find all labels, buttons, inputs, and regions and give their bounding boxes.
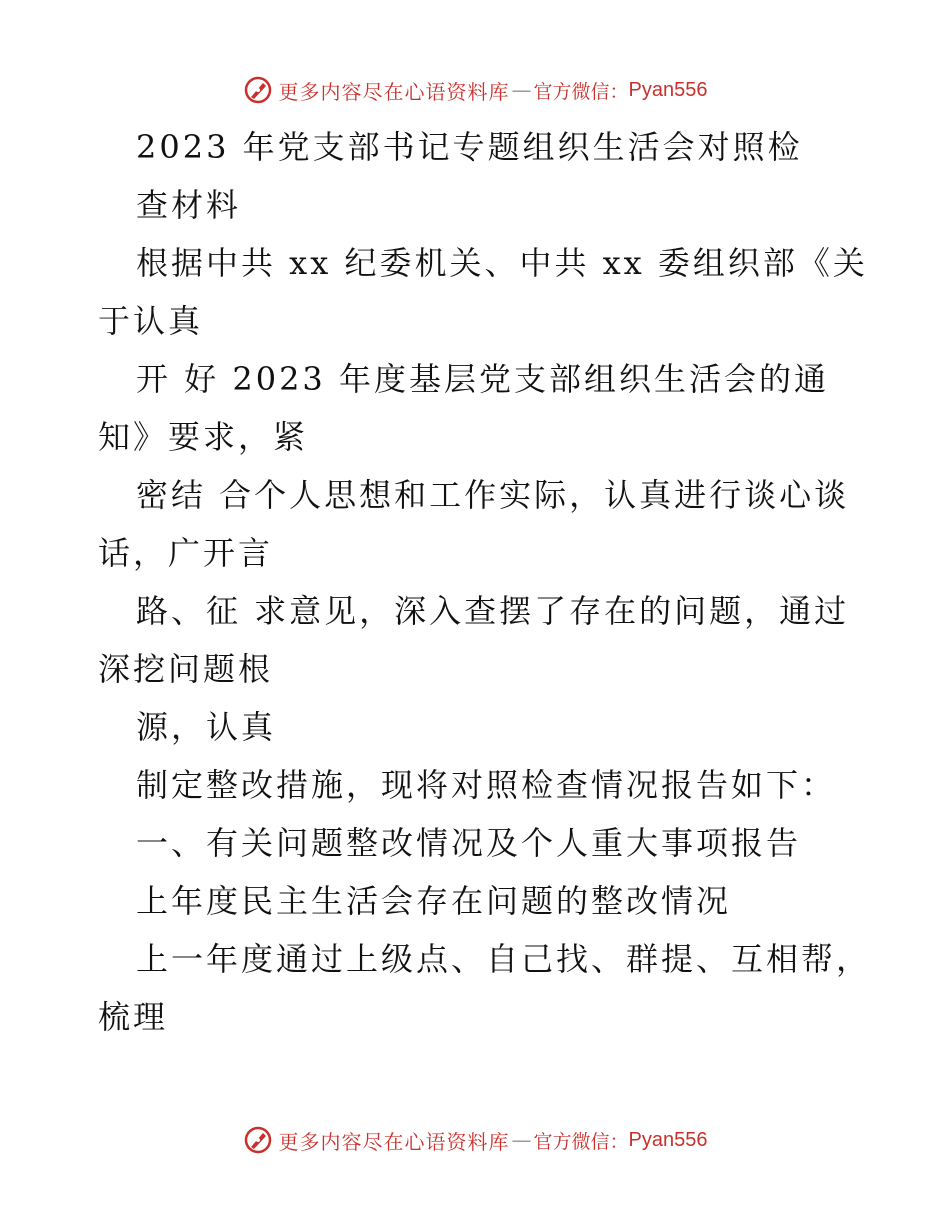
document-paragraph — [98, 930, 872, 1046]
document-paragraph — [98, 466, 858, 582]
paragraph-line: 2023 年党支部书记专题组织生活会对照检 — [136, 128, 803, 166]
paragraph-line: 查材料 — [136, 186, 242, 224]
paragraph-line: 密结 合个人思想和工作实际，认真进行谈心谈 — [136, 476, 850, 514]
paragraph-line: 源，认真 — [136, 708, 277, 746]
watermark-site-name: 更多内容尽在心语资料库 — [278, 1129, 510, 1154]
header-watermark — [0, 70, 950, 110]
document-paragraph — [98, 350, 858, 466]
watermark-wechat-id: Pyan556 — [628, 1128, 708, 1151]
document-body — [98, 118, 872, 1046]
paragraph-line: 路、征 求意见，深入查摆了存在的问题，通过 — [136, 592, 850, 630]
document-paragraph — [98, 872, 858, 930]
document-paragraph — [98, 756, 858, 814]
paragraph-continuation-line: 知》要求，紧 — [98, 418, 309, 456]
paragraph-line: 开 好 2023 年度基层党支部组织生活会的通 — [136, 360, 829, 398]
watermark-separator: — — [511, 1128, 532, 1152]
document-paragraph — [98, 698, 858, 756]
document-paragraph — [98, 234, 868, 350]
paragraph-continuation-line: 梳理 — [98, 998, 169, 1036]
paragraph-line: 上一年度通过上级点、自己找、群提、互相帮， — [136, 940, 872, 978]
paragraph-continuation-line: 深挖问题根 — [98, 650, 274, 688]
paragraph-line: 一、有关问题整改情况及个人重大事项报告 — [136, 824, 802, 862]
watermark-wechat-label: 官方微信： — [533, 1130, 629, 1153]
paragraph-continuation-line: 于认真 — [98, 302, 204, 340]
pen-logo-icon — [243, 75, 273, 105]
paragraph-line: 制定整改措施，现将对照检查情况报告如下： — [136, 766, 837, 804]
paragraph-line: 上年度民主生活会存在问题的整改情况 — [136, 882, 732, 920]
watermark-wechat-id: Pyan556 — [628, 78, 708, 101]
document-paragraph — [98, 118, 858, 176]
pen-logo-icon — [243, 1125, 273, 1155]
paragraph-line: 根据中共 xx 纪委机关、中共 xx 委组织部《关 — [136, 244, 868, 282]
document-paragraph — [98, 582, 858, 698]
watermark-wechat-label: 官方微信： — [533, 80, 629, 103]
watermark-site-name: 更多内容尽在心语资料库 — [278, 79, 510, 104]
paragraph-continuation-line: 话，广开言 — [98, 534, 274, 572]
footer-watermark — [0, 1120, 950, 1160]
watermark-separator: — — [511, 78, 532, 102]
document-paragraph — [98, 176, 858, 234]
document-paragraph — [98, 814, 858, 872]
